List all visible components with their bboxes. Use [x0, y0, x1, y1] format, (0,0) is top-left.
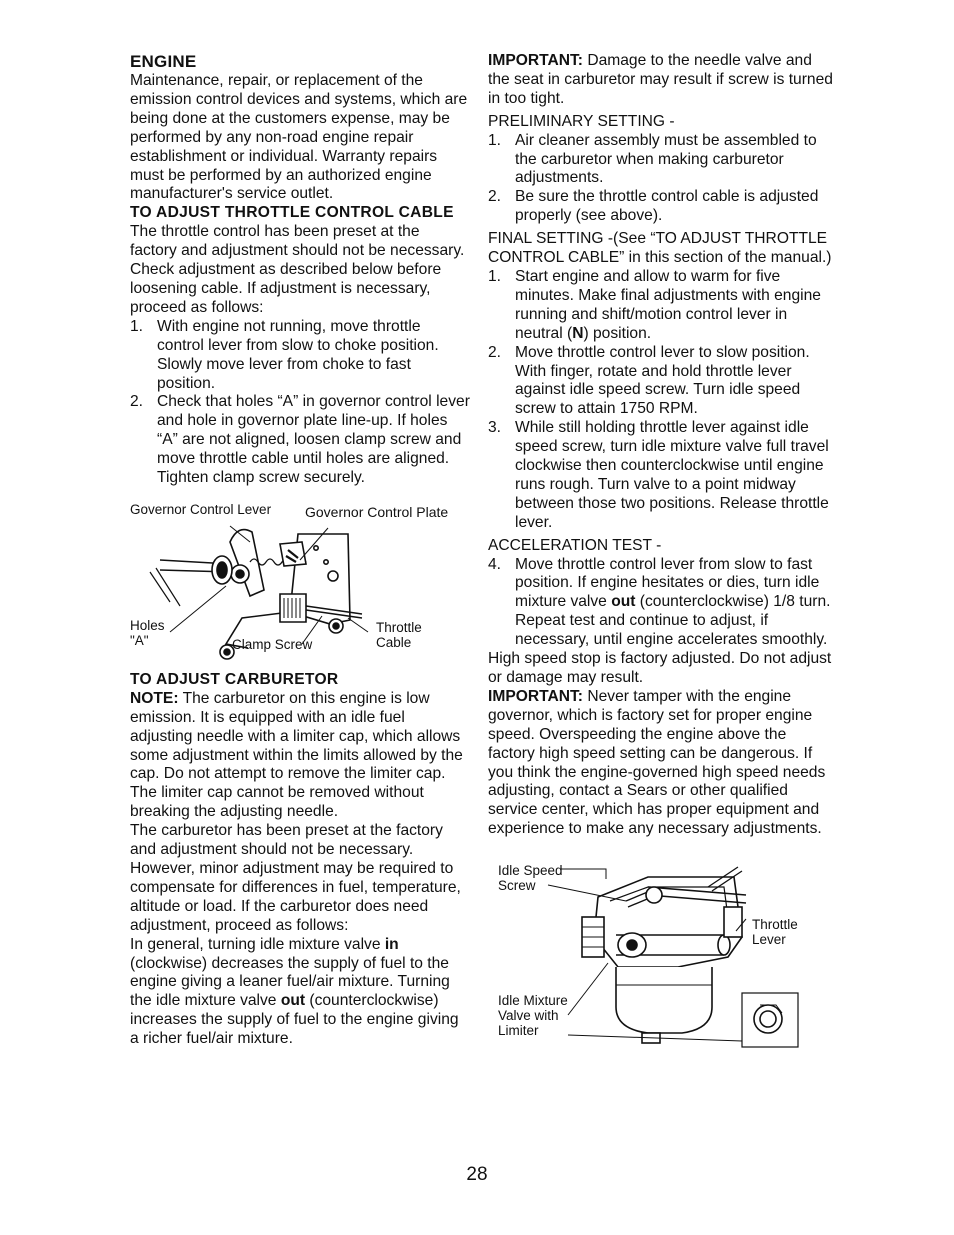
mixture-in-emphasis: in: [384, 935, 399, 953]
step-number: 3.: [488, 419, 502, 437]
final-setting-heading: FINAL SETTING -(See “TO ADJUST THROTTLE CONTROL CABLE” in this section of the manual.): [488, 230, 832, 267]
idle-mixture-valve-label: Idle Mixture Valve with Limiter: [498, 993, 568, 1039]
list-item: [488, 268, 833, 344]
step-bold: out: [611, 593, 636, 611]
step-text: Move throttle control lever to slow position. With finger, rotate and hold throttle lever against idle speed screw. Turn idle speed screw to attain 1750 RPM.: [515, 343, 810, 418]
page-number: 28: [466, 1164, 488, 1185]
clamp-screw-label: Clamp Screw: [232, 636, 313, 652]
step-text: [515, 268, 821, 342]
acceleration-heading: ACCELERATION TEST -: [488, 536, 662, 554]
high-speed-paragraph: High speed stop is factory adjusted. Do not adjust or damage may result.: [488, 650, 832, 686]
step-number: 1.: [130, 317, 144, 335]
list-item: [130, 318, 470, 394]
governor-control-plate-label: Governor Control Plate: [305, 503, 449, 520]
governor-control-lever-label: Governor Control Lever: [130, 501, 272, 517]
mixture-text-a: In general, turning idle mixture valve: [130, 935, 385, 953]
important-text: Never tamper with the engine governor, which is factory set for proper engine speed. Overspeeding the engine above the factory high speed setting can be dangerous. If you think the engine-governed high speed needs adjusting, contact a Sears or other qualified service center, which has proper equipment and experience to make any necessary adjustments.: [488, 687, 826, 838]
step-text-b: (counterclockwise) 1/8 turn. Repeat test and continue to adjust, if necessary, until engine accelerates smoothly.: [515, 593, 831, 649]
mixture-text-c: (counterclockwise) increases the supply of fuel to the engine giving a richer fuel/air mixture.: [130, 992, 459, 1048]
note-paragraph: [130, 690, 470, 822]
step-text: With engine not running, move throttle control lever from slow to choke position. Slowly move lever from choke to fast position.: [157, 317, 439, 392]
mixture-out-emphasis: out: [280, 992, 306, 1010]
engine-paragraph: Maintenance, repair, or replacement of the emission control devices and systems, which are being done at the customers expense, may be performed by any non-road engine repair establishment or individual. Warranty repairs must be performed by an authorized engine manufacturer's service outlet.: [130, 72, 468, 203]
important-governor-paragraph: [488, 688, 833, 839]
list-item: [488, 344, 833, 420]
preliminary-heading: PRELIMINARY SETTING -: [488, 112, 675, 130]
step-text: Check that holes “A” in governor control lever and hole in governor plate line-up. If holes “A” are not aligned, loosen clamp screw and move throttle cable until holes are aligned. Tighten clamp screw securely.: [157, 393, 470, 487]
step-number: 1.: [488, 131, 502, 149]
governor-diagram: [130, 502, 470, 665]
mixture-paragraph: [130, 936, 470, 1049]
important-damage-paragraph: [488, 52, 833, 109]
carburetor-heading: TO ADJUST CARBURETOR: [130, 670, 339, 688]
final-steps-list: [488, 268, 833, 533]
step-text-b: ) position.: [583, 324, 652, 342]
holes-a-label: Holes "A": [130, 617, 165, 648]
important-label: IMPORTANT:: [488, 687, 583, 705]
step-text: [515, 556, 830, 649]
right-column: [488, 52, 833, 1057]
list-item: [488, 419, 833, 532]
throttle-intro-paragraph: The throttle control has been preset at the factory and adjustment should not be necessary. Check adjustment as described below before loosening cable. If adjustment is necessary, proceed as follows:: [130, 223, 465, 316]
step-bold: N: [572, 324, 584, 342]
idle-speed-screw-label: Idle Speed Screw: [498, 863, 563, 894]
note-label: NOTE:: [130, 689, 179, 707]
engine-heading: ENGINE: [130, 52, 197, 71]
preset-paragraph: The carburetor has been preset at the factory and adjustment should not be necessary. However, minor adjustment may be required to compensate for differences in fuel, temperature, altitude or load. If the carburetor does need adjustment, proceed as follows:: [130, 822, 461, 934]
step-text: Air cleaner assembly must be assembled to the carburetor when making carburetor adjustments.: [515, 131, 817, 187]
important-text: Damage to the needle valve and the seat in carburetor may result if screw is turned in too tight.: [488, 52, 833, 107]
step-number: 2.: [488, 343, 502, 361]
note-text: The carburetor on this engine is low emission. It is equipped with an idle fuel adjusting needle with a limiter cap, which allows some adjustment within the limits allowed by the cap. Do not attempt to remove the limiter cap. The limiter cap cannot be removed without breaking the adjusting needle.: [130, 689, 463, 821]
step-text-a: Start engine and allow to warm for five minutes. Make final adjustments with engine running and shift/motion control lever in neutral (: [515, 267, 821, 342]
list-item: [488, 188, 833, 226]
step-number: 1.: [488, 267, 502, 285]
throttle-lever-label: Throttle Lever: [752, 917, 798, 948]
step-number: 4.: [488, 555, 502, 573]
acceleration-steps-list: [488, 556, 833, 651]
important-label: IMPORTANT:: [488, 52, 583, 69]
step-text-a: Move throttle control lever from slow to fast position. If engine hesitates or dies, turn idle mixture valve: [515, 555, 820, 611]
step-text: Be sure the throttle control cable is adjusted properly (see above).: [515, 188, 819, 225]
carburetor-diagram: [498, 857, 828, 1057]
list-item: [488, 132, 833, 189]
step-text: While still holding throttle lever against idle speed screw, turn idle mixture valve full travel clockwise then counterclockwise until engine runs rough. Turn valve to a point midway between those two positions. Release throttle lever.: [515, 419, 829, 531]
step-number: 2.: [488, 188, 502, 206]
throttle-steps-list: [130, 318, 470, 488]
step-number: 2.: [130, 393, 144, 411]
mixture-text-b: (clockwise) decreases the supply of fuel to the engine giving a leaner fuel/air mixture. Turning the idle mixture valve: [130, 954, 450, 1010]
preliminary-steps-list: [488, 132, 833, 227]
list-item: [488, 556, 833, 651]
left-column: [130, 52, 470, 1049]
throttle-cable-label: Throttle Cable: [376, 619, 422, 650]
list-item: [130, 393, 470, 488]
throttle-cable-heading: TO ADJUST THROTTLE CONTROL CABLE: [130, 204, 454, 222]
